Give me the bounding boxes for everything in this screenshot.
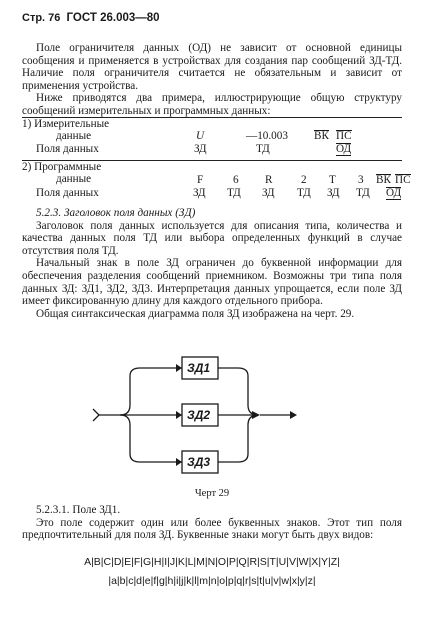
example2-value-f: F bbox=[197, 174, 204, 186]
page-number: Стр. 76 bbox=[22, 12, 61, 24]
box-zd1: ЗД1 bbox=[187, 361, 211, 375]
section-paragraph-3: Общая синтаксическая диаграмма поля ЗД изображена на черт. 29. bbox=[36, 307, 355, 320]
example1-field-td: ТД bbox=[256, 143, 270, 155]
uppercase-letters: A|B|C|D|E|F|G|H|I|J|K|L|M|N|O|P|Q|R|S|T|U|V|W|X|Y|Z| bbox=[84, 556, 340, 568]
example2-label-data: данные bbox=[56, 173, 92, 185]
example2-value-3: 3 bbox=[358, 174, 364, 186]
standard-number: ГОСТ 26.003—80 bbox=[66, 12, 160, 24]
page-header bbox=[22, 12, 160, 24]
example2-value-r: R bbox=[265, 174, 273, 186]
example2-field-3: ЗД bbox=[262, 187, 275, 199]
example1-value-ps: ПС bbox=[336, 130, 352, 142]
example2-label: 2) Программные bbox=[22, 161, 102, 173]
example2-field-1: ЗД bbox=[193, 187, 206, 199]
example1-value-number: —10.003 bbox=[246, 130, 288, 142]
example2-value-ps: ПС bbox=[395, 174, 411, 186]
box-zd2: ЗД2 bbox=[187, 408, 211, 422]
example2-value-2: 2 bbox=[301, 174, 307, 186]
paragraph-od: Поле ограничителя данных (ОД) не зависит от основной единицы сообщения и применяется в устройствах для создания пар сообщений ЗД-ТД. Наличие поля ограничителя считается не обязательным и зависит от применения устройства. bbox=[22, 42, 402, 92]
section-paragraph-1: Заголовок поля данных используется для описания типа, количества и качества данных поля ТД или выбора определенных функций в случае отсутствия поля ТД. bbox=[22, 219, 402, 257]
example1-label: 1) Измерительные bbox=[22, 118, 110, 130]
lowercase-letters: |a|b|c|d|e|f|g|h|i|j|k|l|m|n|o|p|q|r|s|t|u|v|w|x|y|z| bbox=[108, 575, 316, 587]
example2-value-6: 6 bbox=[233, 174, 239, 186]
syntax-diagram bbox=[90, 354, 300, 484]
figure-caption: Черт 29 bbox=[194, 488, 230, 499]
example2-fields-label: Поля данных bbox=[36, 187, 99, 199]
subsection-paragraph: Это поле содержит один или более буквенных знаков. Этот тип поля предпочтительный для поля ЗД. Буквенные знаки могут быть двух видов: bbox=[22, 516, 402, 542]
example2-field-5: ЗД bbox=[327, 187, 340, 199]
example2-value-vk: ВК bbox=[376, 174, 391, 186]
subsection-text bbox=[22, 504, 402, 542]
section-text bbox=[22, 207, 402, 320]
example2-field-4: ТД bbox=[297, 187, 311, 199]
example2-value-t: T bbox=[329, 174, 336, 186]
subsection-heading: 5.2.3.1. Поле ЗД1. bbox=[36, 504, 121, 516]
section-heading: 5.2.3. Заголовок поля данных (ЗД) bbox=[36, 207, 196, 219]
section-paragraph-2: Начальный знак в поле ЗД ограничен до буквенной информации для обеспечения разделения сообщений приемником. Возможны три типа поля данных ЗД: ЗД1, ЗД2, ЗД3. Интерпретация данных упрощается, если поле ЗД имеет фиксированную длину для каждого отдельного прибора. bbox=[22, 257, 402, 308]
example2-field-od: ОД bbox=[386, 187, 402, 199]
example2-field-6: ТД bbox=[356, 187, 370, 199]
example1-field-od: ОД bbox=[336, 143, 352, 155]
intro-text bbox=[22, 42, 402, 118]
box-zd3: ЗД3 bbox=[187, 455, 211, 469]
example1-label-data: данные bbox=[56, 130, 92, 142]
example1-fields-label: Поля данных bbox=[36, 143, 99, 155]
example1-value-vk: ВК bbox=[314, 130, 329, 142]
paragraph-examples-intro: Ниже приводятся два примера, иллюстрирующие общую структуру сообщений измерительных и программных данных: bbox=[22, 92, 402, 117]
example1-value-u: U bbox=[196, 130, 205, 142]
example1-field-zd: ЗД bbox=[194, 143, 207, 155]
example2-field-2: ТД bbox=[227, 187, 241, 199]
